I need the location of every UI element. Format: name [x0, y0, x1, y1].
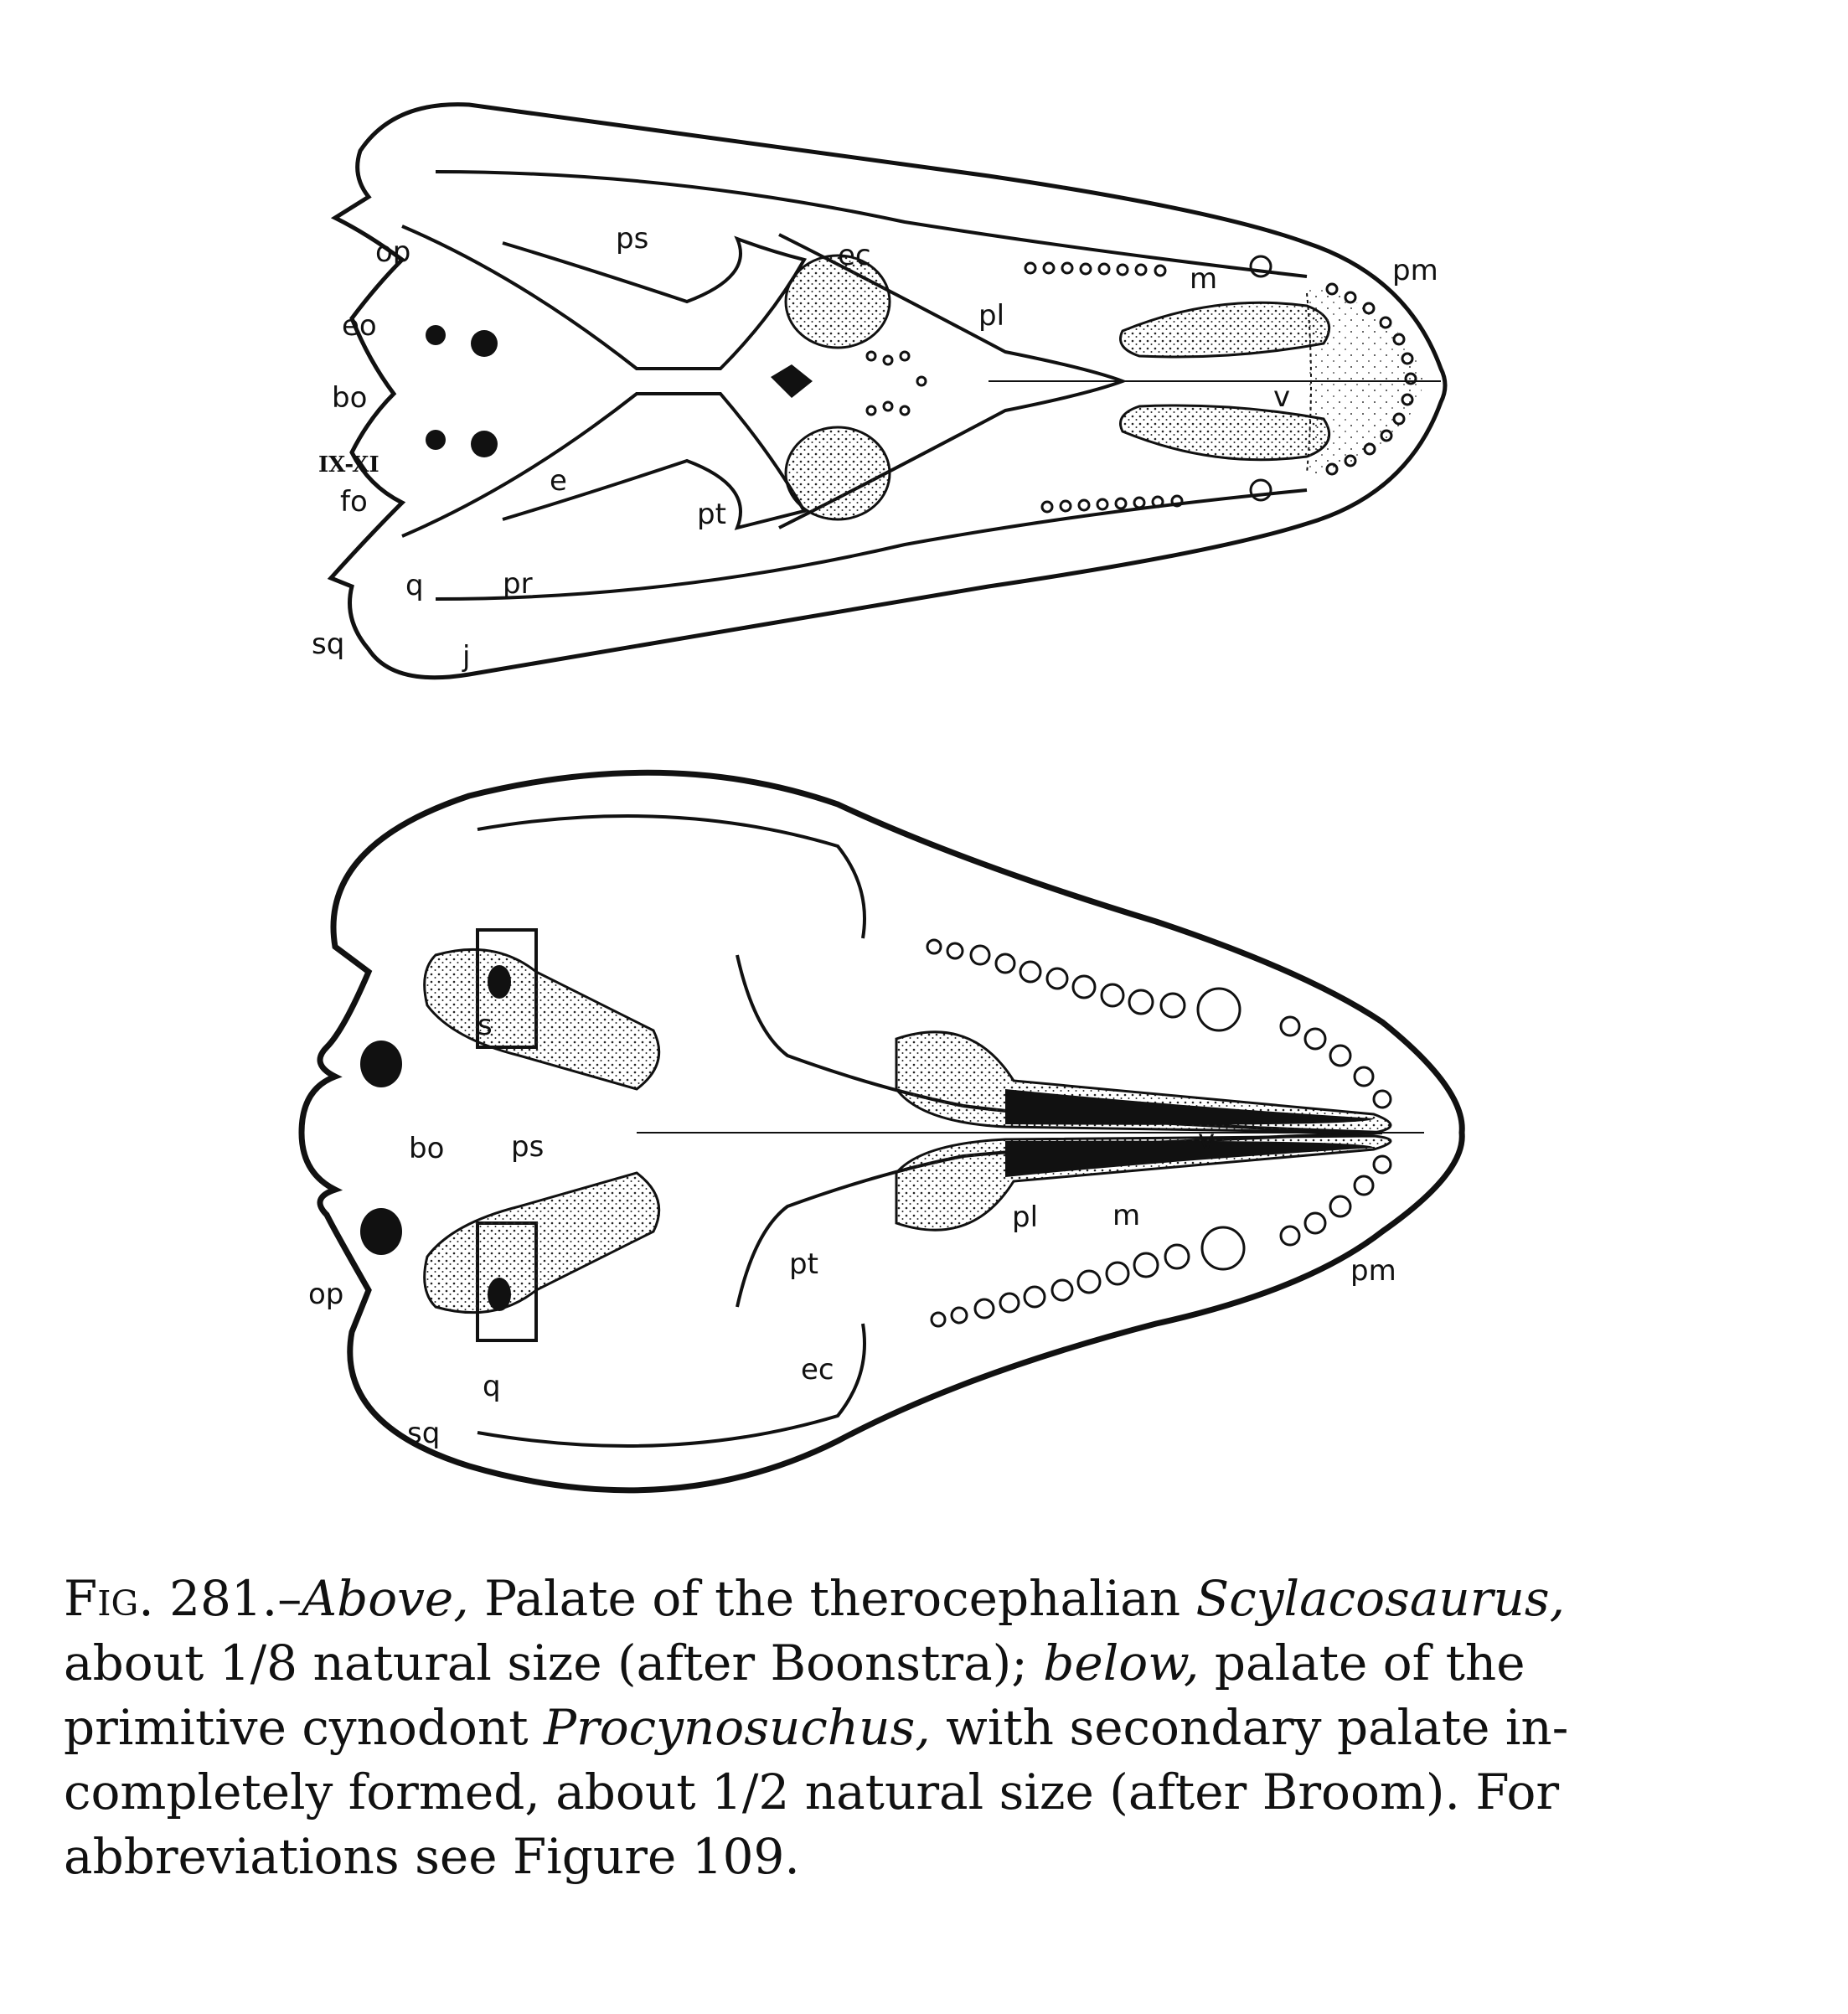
caption-line-3: [64, 1696, 1756, 1760]
label-top-pr: pr: [503, 567, 533, 601]
caption-line2b: palate of the: [1199, 1634, 1525, 1691]
caption-line-4: completely formed, about 1/2 natural size (after Broom). For: [64, 1764, 1560, 1820]
label-top-op: op: [375, 235, 411, 269]
label-top-ps: ps: [616, 222, 649, 256]
caption-line3a: primitive cynodont: [64, 1699, 545, 1756]
label-bottom-op: op: [308, 1278, 344, 1311]
caption-genus2: Procynosuchus,: [544, 1699, 931, 1756]
label-bottom-sq: sq: [407, 1417, 441, 1450]
caption-line-2: [64, 1631, 1756, 1696]
label-top-j: j: [462, 640, 471, 674]
caption-dash: –: [277, 1570, 302, 1627]
label-top-q: q: [405, 569, 424, 602]
label-bottom-m: m: [1112, 1199, 1141, 1232]
caption-genus1: Scylacosaurus,: [1195, 1570, 1566, 1627]
caption-below: below,: [1043, 1634, 1200, 1691]
label-bottom-pm: pm: [1350, 1254, 1396, 1288]
label-bottom-bo: bo: [409, 1132, 445, 1165]
caption-fig-label: Fig. 281.: [64, 1570, 278, 1627]
label-top-pm: pm: [1392, 254, 1438, 287]
label-bottom-q: q: [483, 1370, 501, 1403]
caption-line3b: with secondary palate in-: [930, 1699, 1569, 1756]
label-top-ec: ec: [838, 239, 871, 272]
label-top-v: v: [1273, 380, 1291, 414]
label-top-pl: pl: [978, 299, 1005, 333]
caption-above: Above,: [302, 1570, 469, 1627]
label-bottom-v: v: [1198, 1123, 1216, 1157]
label-bottom-ps: ps: [511, 1130, 545, 1164]
caption-part1: Palate of the therocephalian: [468, 1570, 1196, 1627]
label-bottom-pl: pl: [1012, 1201, 1039, 1234]
label-top-bo: bo: [332, 381, 368, 415]
caption-line-5: abbreviations see Figure 109.: [64, 1828, 800, 1885]
label-bottom-s: s: [477, 1009, 493, 1042]
label-bottom-ec: ec: [801, 1353, 834, 1387]
label-top-ix-xi: IX-XI: [318, 452, 379, 478]
label-top-e: e: [550, 464, 567, 498]
label-top-eo: eo: [342, 309, 377, 343]
caption-line-1: [64, 1567, 1756, 1631]
label-bottom-pt: pt: [789, 1247, 818, 1281]
label-top-m: m: [1190, 262, 1218, 296]
label-top-fo: fo: [340, 485, 368, 519]
label-top-sq: sq: [312, 627, 345, 661]
label-top-pt: pt: [697, 498, 726, 531]
figure-caption: [64, 1567, 1756, 1889]
caption-line2a: about 1/8 natural size (after Boonstra);: [64, 1634, 1044, 1691]
